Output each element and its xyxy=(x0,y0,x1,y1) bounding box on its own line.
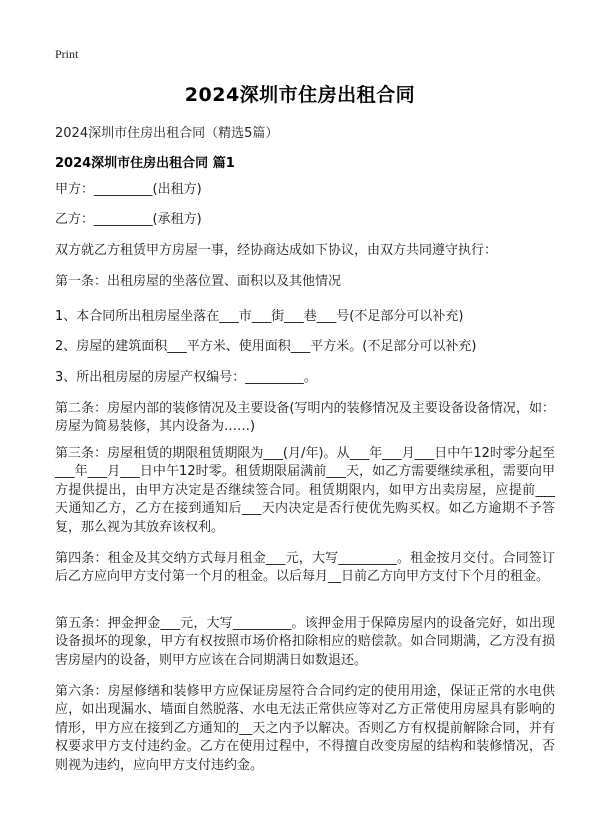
clause5-paragraph: 第五条：押金押金___元，大写_________。该押金用于保障房屋内的设备完好，如出现设备损坏的现象，甲方有权按照市场价格扣除相应的赔偿款。如合同期满，乙方没有损害房屋内的设备，则甲方应该在合同期满日如数退还。 xyxy=(55,616,555,668)
clause1-item3: 3、所出租房屋的房屋产权编号：_________。 xyxy=(55,370,317,385)
party-b-line: 乙方：_________(承租方) xyxy=(55,212,202,227)
intro-paragraph: 双方就乙方租赁甲方房屋一事，经协商达成如下协议，由双方共同遵守执行： xyxy=(55,243,498,258)
print-link[interactable]: Print xyxy=(55,47,79,61)
clause4-paragraph: 第四条：租金及其交纳方式每月租金___元，大写_________。租金按月交付。合同签订后乙方应向甲方支付第一个月的租金。以后每月__日前乙方向甲方支付下个月的租金。 xyxy=(55,551,555,585)
clause6-paragraph: 第六条：房屋修缮和装修甲方应保证房屋符合合同约定的使用用途，保证正常的水电供应，如出现漏水、墙面自然脱落、水电无法正常供应等对乙方正常使用房屋具有影响的情形，甲方应在接到乙方通知的__天之内予以解决。否则乙方有权提前解除合同，并有权要求甲方支付违约金。乙方在使用过程中，不得擅自改变房屋的结构和装修情况，否则视为违约，应向甲方支付违约金。 xyxy=(55,684,555,773)
clause1-title: 第一条：出租房屋的坐落位置、面积以及其他情况 xyxy=(55,274,342,289)
document-title: 2024深圳市住房出租合同 xyxy=(184,84,416,106)
clause1-item2: 2、房屋的建筑面积___平方米、使用面积___平方米。(不足部分可以补充) xyxy=(55,339,477,354)
document-subtitle: 2024深圳市住房出租合同（精选5篇） xyxy=(55,126,279,141)
clause1-item1: 1、本合同所出租房屋坐落在___市___街___巷___号(不足部分可以补充) xyxy=(55,309,464,324)
clause3-paragraph: 第三条：房屋租赁的期限租赁期限为___(月/年)。从___年___月___日中午12时零分起至___年___月___日中午12时零。租赁期限届满前___天，如乙方需要继续承租，需要向甲方提供提出，由甲方决定是否继续签合同。租赁期限内，如甲方出卖房屋，应提前___天通知乙方，乙方在接到通知后___天内决定是否行使优先购买权。如乙方逾期不予答复，那么视为其放弃该权利。 xyxy=(55,446,555,535)
section-heading: 2024深圳市住房出租合同 篇1 xyxy=(55,156,235,171)
party-a-line: 甲方：_________(出租方) xyxy=(55,182,202,197)
clause2-paragraph: 第二条：房屋内部的装修情况及主要设备(写明内的装修情况及主要设备设备情况，如：房屋为简易装修，其内设备为……) xyxy=(55,401,555,435)
